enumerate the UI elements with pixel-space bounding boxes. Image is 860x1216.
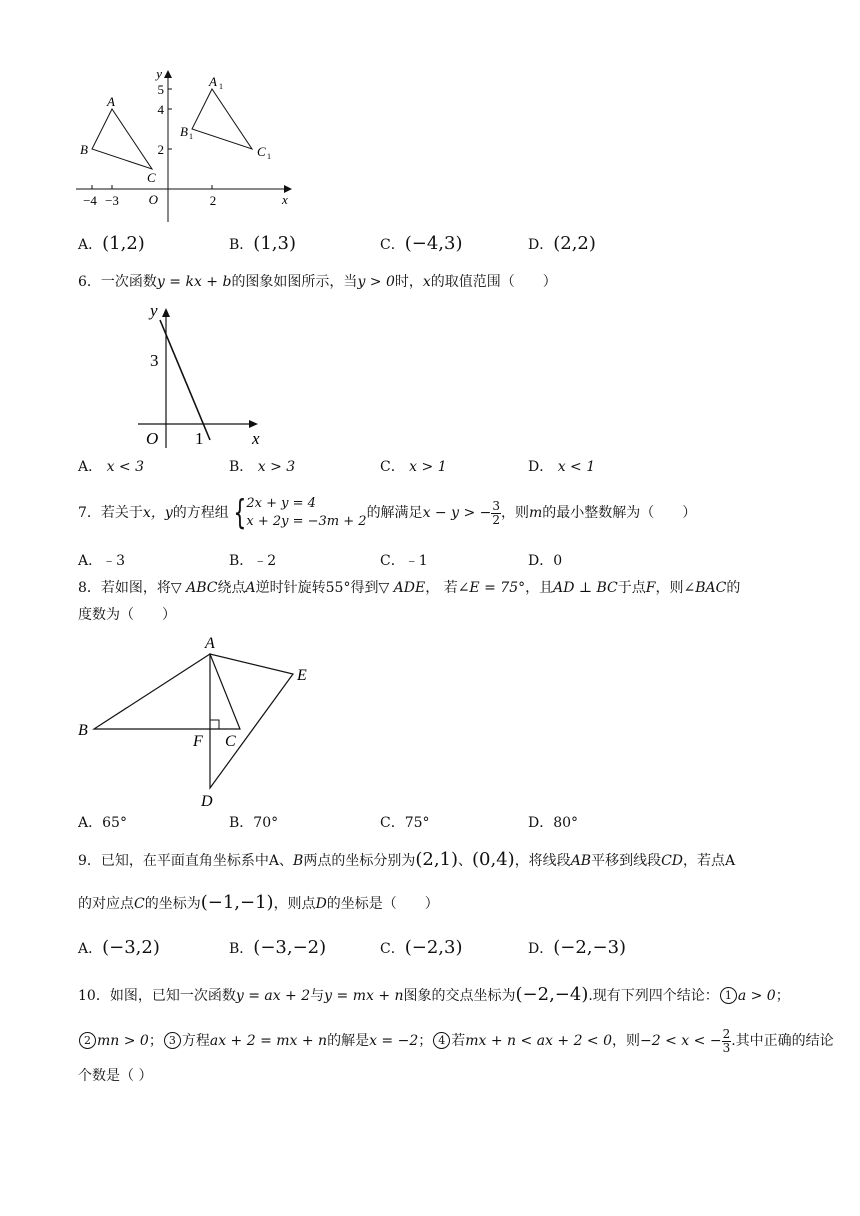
y-axis-label: y [156, 66, 162, 81]
figure-linear-function [130, 298, 280, 450]
circled-number-3: 3 [164, 1032, 181, 1049]
q7-option-a[interactable]: A．﹣3 [78, 553, 126, 569]
vertex-label-e: E [297, 667, 307, 684]
y-axis-label: y [150, 301, 158, 320]
q9-option-a[interactable]: A．(−3,2) [78, 937, 160, 958]
vertex-label-b: B [80, 142, 88, 157]
q8-option-c[interactable]: C．75° [380, 815, 430, 831]
q6-option-a[interactable]: A． x < 3 [78, 459, 145, 475]
intercept-label-3: 3 [150, 351, 159, 370]
q6-option-c[interactable]: C． x > 1 [380, 459, 447, 475]
q7-option-d[interactable]: D．0 [528, 553, 563, 569]
q5-option-b[interactable]: B．(1,3) [229, 233, 296, 254]
vertex-label-b: B [78, 722, 88, 739]
q10-question-line3: 个数是（ ） [78, 1068, 153, 1084]
vertex-label-f: F [193, 733, 203, 750]
q7-option-b[interactable]: B．﹣2 [229, 553, 277, 569]
tick-label-xm4: −4 [83, 193, 97, 208]
tick-label-y5: 5 [157, 82, 164, 97]
vertex-label-d: D [201, 793, 213, 810]
q10-question-line1: 10．如图，已知一次函数y = ax + 2与y = mx + n图象的交点坐标为(−2,−4).现有下列四个结论： 1 a > 0； [78, 984, 790, 1005]
circled-number-4: 4 [433, 1032, 450, 1049]
vertex-label-b1: B [180, 124, 188, 139]
vertex-label-c: C [225, 733, 236, 750]
q9-question-line1: 9．已知，在平面直角坐标系中A、B两点的坐标分别为(2,1)、(0,4)，将线段AB平移到线段CD，若点A [78, 849, 736, 870]
vertex-label-c: C [147, 170, 156, 185]
vertex-label-a1: A [209, 74, 217, 89]
vertex-label-b1-sub: 1 [189, 132, 193, 141]
q8-question-line2: 度数为（ ） [78, 607, 176, 623]
q8-option-d[interactable]: D．80° [528, 815, 579, 831]
origin-label: O [148, 192, 158, 207]
q9-question-line2: 的对应点C的坐标为(−1,−1)，则点D的坐标是（ ） [78, 892, 439, 913]
figure-coordinate-triangles [72, 66, 302, 226]
q9-option-c[interactable]: C．(−2,3) [380, 937, 463, 958]
origin-label: O [146, 429, 159, 448]
intercept-label-1: 1 [195, 429, 204, 448]
circled-number-1: 1 [720, 987, 737, 1004]
q8-option-a[interactable]: A．65° [78, 815, 127, 831]
tick-label-xm3: −3 [105, 193, 119, 208]
q8-option-b[interactable]: B．70° [229, 815, 279, 831]
q7-question: 7．若关于x，y的方程组 { 2x + y = 4 x + 2y = −3m + 2 的解满足x − y > − $\frac{3}{2}$ ，则m的最小整数解为（ ） [78, 493, 697, 533]
vertex-label-a: A [205, 635, 215, 652]
q6-option-b[interactable]: B． x > 3 [229, 459, 296, 475]
tick-label-x2: 2 [209, 193, 217, 208]
q6-question: 6．一次函数y = kx + b的图象如图所示，当y > 0时，x的取值范围（ ） [78, 274, 557, 290]
vertex-label-a1-sub: 1 [219, 82, 223, 91]
x-axis-label: x [252, 429, 260, 448]
q5-option-a[interactable]: A．(1,2) [78, 233, 145, 254]
vertex-label-c1: C [257, 144, 266, 159]
q9-option-b[interactable]: B．(−3,−2) [229, 937, 327, 958]
figure-rotated-triangles [74, 630, 324, 810]
vertex-label-c1-sub: 1 [267, 152, 271, 161]
circled-number-2: 2 [79, 1032, 96, 1049]
q5-option-d[interactable]: D．(2,2) [528, 233, 596, 254]
x-axis-label: x [282, 192, 288, 207]
q10-question-line2: 2 mn > 0； 3 方程ax + 2 = mx + n的解是x = −2； 4 若mx + n < ax + 2 < 0，则−2 < x < − $\frac{2}{3}$ .其中正确的结论 [78, 1026, 834, 1056]
vertex-label-a: A [107, 94, 115, 109]
tick-label-y4: 4 [157, 102, 164, 117]
q8-question-line1: 8．若如图，将▽ ABC绕点A逆时针旋转55°得到▽ ADE， 若∠E = 75°，且AD ⊥ BC于点F，则∠BAC的 [78, 580, 741, 596]
tick-label-y2: 2 [157, 142, 164, 157]
q9-option-d[interactable]: D．(−2,−3) [528, 937, 627, 958]
q6-option-d[interactable]: D． x < 1 [528, 459, 596, 475]
q5-option-c[interactable]: C．(−4,3) [380, 233, 463, 254]
q7-option-c[interactable]: C．﹣1 [380, 553, 428, 569]
